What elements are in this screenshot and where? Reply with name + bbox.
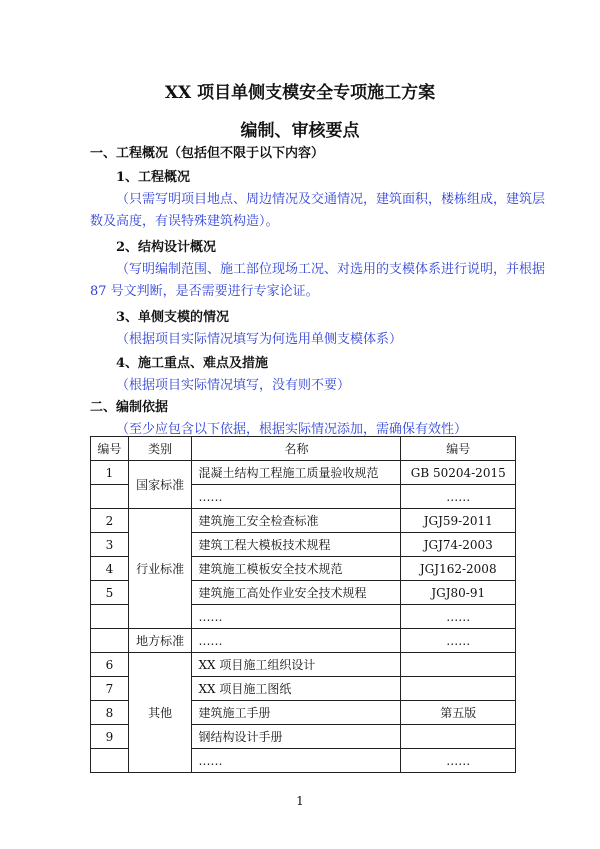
item-2-note-line-1: （写明编制范围、施工部位现场工况、对选用的支模体系进行说明，并根据	[116, 262, 546, 277]
row-name: 混凝土结构工程施工质量验收规范	[192, 461, 401, 485]
row-name: 建筑施工模板安全技术规范	[192, 557, 401, 581]
header-code: 编号	[401, 437, 516, 461]
row-code	[401, 677, 516, 701]
row-code: JGJ74-2003	[401, 533, 516, 557]
row-code: 第五版	[401, 701, 516, 725]
row-name: 建筑施工安全检查标准	[192, 509, 401, 533]
row-no: 6	[91, 653, 129, 677]
section-1-heading: 一、工程概况（包括但不限于以下内容）	[90, 146, 325, 161]
row-no	[91, 605, 129, 629]
document-title: XX 项目单侧支模安全专项施工方案	[164, 83, 436, 103]
row-no: 3	[91, 533, 129, 557]
table-row	[91, 509, 516, 533]
row-name: ……	[192, 749, 401, 773]
header-name: 名称	[192, 437, 401, 461]
row-name: 建筑工程大模板技术规程	[192, 533, 401, 557]
row-no	[91, 629, 129, 653]
row-code: JGJ162-2008	[401, 557, 516, 581]
row-code: ……	[401, 605, 516, 629]
item-1-note-line-1: （只需写明项目地点、周边情况及交通情况，建筑面积，楼栋组成，建筑层	[116, 192, 546, 207]
header-no: 编号	[91, 437, 129, 461]
row-code: JGJ80-91	[401, 581, 516, 605]
row-name: 建筑施工高处作业安全技术规程	[192, 581, 401, 605]
row-code: ……	[401, 485, 516, 509]
row-code	[401, 725, 516, 749]
row-code	[401, 653, 516, 677]
row-no: 4	[91, 557, 129, 581]
row-code: GB 50204-2015	[401, 461, 516, 485]
row-no	[91, 485, 129, 509]
row-no: 2	[91, 509, 129, 533]
row-no: 1	[91, 461, 129, 485]
row-code: ……	[401, 629, 516, 653]
item-4-heading: 4、施工重点、难点及措施	[116, 356, 269, 371]
table-row	[91, 653, 516, 677]
item-1-note-line-2: 数及高度，有误特殊建筑构造）。	[90, 214, 279, 229]
row-no: 9	[91, 725, 129, 749]
category-cell: 国家标准	[128, 461, 192, 509]
header-category: 类别	[128, 437, 192, 461]
row-no	[91, 749, 129, 773]
category-cell: 其他	[128, 653, 192, 773]
table-header-row	[91, 437, 516, 461]
row-name: 建筑施工手册	[192, 701, 401, 725]
item-3-note: （根据项目实际情况填写为何选用单侧支模体系）	[116, 332, 403, 347]
item-3-heading: 3、单侧支模的情况	[116, 310, 230, 325]
row-name: ……	[192, 629, 401, 653]
item-1-heading: 1、工程概况	[116, 170, 191, 185]
document-subtitle: 编制、审核要点	[240, 121, 360, 141]
section-2-note: （至少应包含以下依据，根据实际情况添加，需确保有效性）	[116, 422, 468, 437]
item-2-heading: 2、结构设计概况	[116, 240, 217, 255]
row-no: 5	[91, 581, 129, 605]
category-cell: 地方标准	[128, 629, 192, 653]
table-row	[91, 629, 516, 653]
item-4-note: （根据项目实际情况填写，没有则不要）	[116, 378, 351, 393]
row-name: ……	[192, 605, 401, 629]
row-code: JGJ59-2011	[401, 509, 516, 533]
category-cell: 行业标准	[128, 509, 192, 629]
row-name: 钢结构设计手册	[192, 725, 401, 749]
page-number: 1	[296, 794, 304, 808]
section-2-heading: 二、编制依据	[90, 400, 169, 415]
table-row	[91, 461, 516, 485]
row-name: ……	[192, 485, 401, 509]
row-no: 7	[91, 677, 129, 701]
row-code: ……	[401, 749, 516, 773]
row-no: 8	[91, 701, 129, 725]
item-2-note-line-2: 87 号文判断，是否需要进行专家论证。	[90, 284, 319, 299]
row-name: XX 项目施工图纸	[192, 677, 401, 701]
row-name: XX 项目施工组织设计	[192, 653, 401, 677]
references-table	[90, 436, 516, 773]
